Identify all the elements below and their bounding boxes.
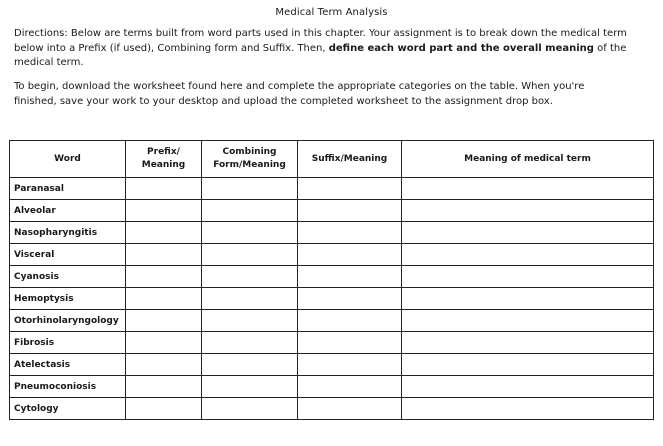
combining-form-cell[interactable] <box>202 332 298 354</box>
header-combining-line2: Form/Meaning <box>213 160 286 170</box>
combining-form-cell[interactable] <box>202 266 298 288</box>
table-row <box>10 376 654 398</box>
table-row <box>10 244 654 266</box>
meaning-cell[interactable] <box>402 266 654 288</box>
word-cell: Cytology <box>10 398 126 420</box>
instructions-paragraph: To begin, download the worksheet found here and complete the appropriate categories on the table. When you're finished, save your work to your desktop and upload the completed worksheet to the assignment drop box. <box>14 81 585 107</box>
header-meaning-label: Meaning of medical term <box>464 153 591 164</box>
suffix-cell[interactable] <box>298 398 402 420</box>
prefix-cell[interactable] <box>126 354 202 376</box>
combining-form-cell[interactable] <box>202 178 298 200</box>
word-cell: Atelectasis <box>10 354 126 376</box>
document-title: Medical Term Analysis <box>275 7 388 18</box>
table-row <box>10 200 654 222</box>
suffix-cell[interactable] <box>298 222 402 244</box>
header-combining-form <box>202 141 298 178</box>
table-row <box>10 288 654 310</box>
suffix-cell[interactable] <box>298 332 402 354</box>
combining-form-cell[interactable] <box>202 376 298 398</box>
prefix-cell[interactable] <box>126 398 202 420</box>
suffix-cell[interactable] <box>298 376 402 398</box>
header-prefix <box>126 141 202 178</box>
prefix-cell[interactable] <box>126 244 202 266</box>
suffix-cell[interactable] <box>298 244 402 266</box>
meaning-cell[interactable] <box>402 288 654 310</box>
prefix-cell[interactable] <box>126 200 202 222</box>
meaning-cell[interactable] <box>402 310 654 332</box>
table-row <box>10 222 654 244</box>
meaning-cell[interactable] <box>402 178 654 200</box>
prefix-cell[interactable] <box>126 178 202 200</box>
suffix-cell[interactable] <box>298 178 402 200</box>
combining-form-cell[interactable] <box>202 354 298 376</box>
table-header-row <box>10 141 654 178</box>
word-cell: Otorhinolaryngology <box>10 310 126 332</box>
prefix-cell[interactable] <box>126 376 202 398</box>
table-row <box>10 266 654 288</box>
combining-form-cell[interactable] <box>202 310 298 332</box>
word-cell: Cyanosis <box>10 266 126 288</box>
directions-end: of the medical term. <box>14 42 627 68</box>
word-cell: Hemoptysis <box>10 288 126 310</box>
header-word <box>10 141 126 178</box>
header-word-label: Word <box>54 153 81 164</box>
combining-form-cell[interactable] <box>202 244 298 266</box>
header-prefix-line1: Prefix/ <box>147 147 180 157</box>
table-row <box>10 178 654 200</box>
header-suffix <box>298 141 402 178</box>
combining-form-cell[interactable] <box>202 398 298 420</box>
prefix-cell[interactable] <box>126 288 202 310</box>
meaning-cell[interactable] <box>402 244 654 266</box>
header-prefix-line2: Meaning <box>141 160 186 170</box>
prefix-cell[interactable] <box>126 332 202 354</box>
meaning-cell[interactable] <box>402 200 654 222</box>
table-row <box>10 332 654 354</box>
header-suffix-label: Suffix/Meaning <box>311 153 388 164</box>
suffix-cell[interactable] <box>298 288 402 310</box>
word-cell: Fibrosis <box>10 332 126 354</box>
medical-term-table <box>9 140 654 420</box>
suffix-cell[interactable] <box>298 354 402 376</box>
meaning-cell[interactable] <box>402 398 654 420</box>
suffix-cell[interactable] <box>298 266 402 288</box>
meaning-cell[interactable] <box>402 332 654 354</box>
prefix-cell[interactable] <box>126 266 202 288</box>
word-cell: Paranasal <box>10 178 126 200</box>
word-cell: Alveolar <box>10 200 126 222</box>
combining-form-cell[interactable] <box>202 288 298 310</box>
header-meaning <box>402 141 654 178</box>
directions-intro: Directions: Below are terms built from word parts used in this chapter. Your assignment is to break down the medical term below into a Prefix (if used), Combining form and Suffix. Then, <box>14 28 627 54</box>
table-row <box>10 354 654 376</box>
header-combining-line1: Combining <box>222 147 277 157</box>
meaning-cell[interactable] <box>402 354 654 376</box>
prefix-cell[interactable] <box>126 222 202 244</box>
prefix-cell[interactable] <box>126 310 202 332</box>
word-cell: Nasopharyngitis <box>10 222 126 244</box>
meaning-cell[interactable] <box>402 222 654 244</box>
combining-form-cell[interactable] <box>202 200 298 222</box>
directions-paragraph <box>14 27 654 71</box>
word-cell: Pneumoconiosis <box>10 376 126 398</box>
directions-emphasis: define each word part and the overall meaning <box>328 42 594 54</box>
word-cell: Visceral <box>10 244 126 266</box>
table-row <box>10 398 654 420</box>
meaning-cell[interactable] <box>402 376 654 398</box>
suffix-cell[interactable] <box>298 200 402 222</box>
combining-form-cell[interactable] <box>202 222 298 244</box>
suffix-cell[interactable] <box>298 310 402 332</box>
table-row <box>10 310 654 332</box>
